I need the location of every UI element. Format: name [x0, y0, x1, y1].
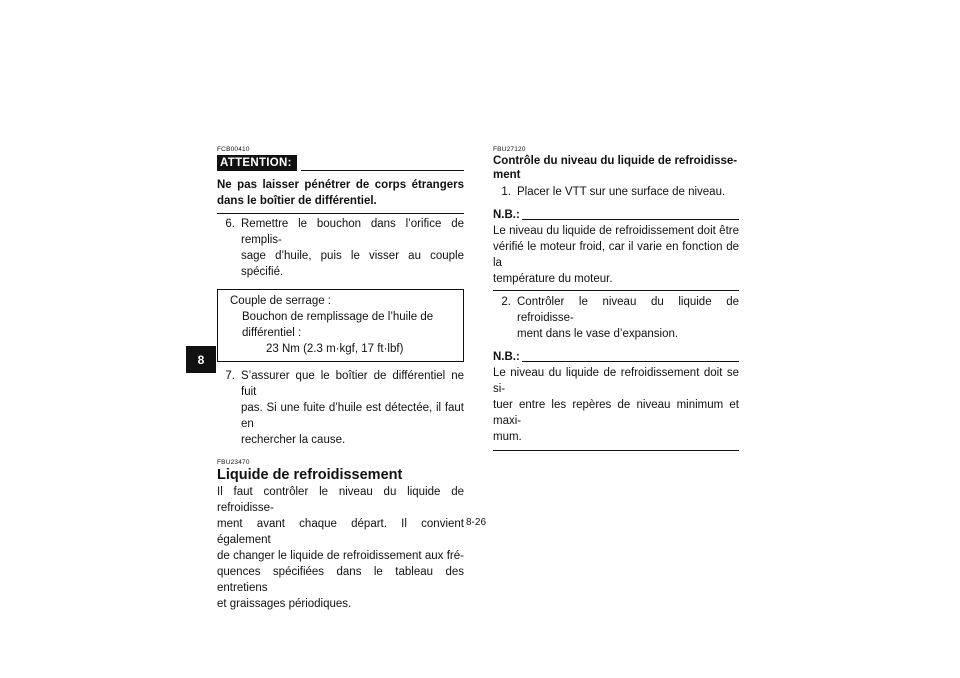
chapter-tab	[186, 346, 216, 373]
step-number: 6.	[225, 218, 235, 230]
page-number: 8-26	[466, 517, 487, 528]
step-line: sage d’huile, puis le visser au couple spécifié.	[241, 250, 464, 278]
section-heading: Liquide de refroidissement	[217, 467, 403, 483]
torque-spec-box	[217, 289, 464, 362]
step-line: Placer le VTT sur une surface de niveau.	[517, 186, 726, 198]
step-line: rechercher la cause.	[241, 434, 346, 446]
note-header	[493, 207, 739, 223]
para-line: quences spécifiées dans le tableau des entretiens	[217, 566, 464, 594]
spec-item: différentiel :	[242, 327, 302, 339]
note-line: mum.	[493, 431, 522, 443]
para-line: ment avant chaque départ. Il convient également	[217, 518, 464, 546]
spec-label: Couple de serrage :	[230, 295, 332, 307]
para-line: de changer le liquide de refroidissement aux fré-	[217, 550, 464, 562]
attention-code: FCB00410	[217, 146, 250, 153]
chapter-tab-number: 8	[197, 352, 205, 367]
step-number: 2.	[501, 296, 511, 308]
para-line: Il faut contrôler le niveau du liquide de refroidisse-	[217, 486, 464, 514]
attention-header	[217, 155, 464, 171]
right-column	[493, 146, 739, 451]
note-line: Le niveau du liquide de refroidissement doit être	[493, 225, 739, 237]
note-label: N.B.:	[493, 209, 520, 221]
step-number: 7.	[225, 370, 235, 382]
heading-line: Contrôle du niveau du liquide de refroidisse-	[493, 155, 738, 167]
left-column	[217, 146, 464, 612]
step-line: Contrôler le niveau du liquide de refroidisse-	[517, 296, 739, 324]
para-line: et graissages périodiques.	[217, 598, 352, 610]
attention-line: Ne pas laisser pénétrer de corps étrangers	[217, 179, 464, 191]
note-text	[493, 223, 739, 287]
step-line: S’assurer que le boîtier de différentiel ne fuit	[241, 370, 464, 398]
spec-item: Bouchon de remplissage de l’huile de	[242, 311, 434, 323]
step-number: 1.	[501, 186, 511, 198]
note-line: vérifié le moteur froid, car il varie en fonction de la	[493, 241, 739, 269]
note-rule	[522, 219, 739, 220]
step-6	[217, 216, 464, 280]
note-label: N.B.:	[493, 351, 520, 363]
step-line: Remettre le bouchon dans l’orifice de remplis-	[241, 218, 464, 246]
step-1	[493, 184, 739, 200]
step-line: pas. Si une fuite d’huile est détectée, il faut en	[241, 402, 464, 430]
attention-line: dans le boîtier de différentiel.	[217, 195, 377, 207]
coolant-intro	[217, 484, 464, 612]
note-end-rule	[493, 450, 739, 451]
attention-rule	[301, 170, 464, 171]
attention-text	[217, 177, 464, 209]
section-code: FBU27120	[493, 146, 526, 153]
attention-end-rule	[217, 213, 464, 214]
section-heading	[493, 154, 739, 182]
step-7	[217, 368, 464, 448]
spec-value: 23 Nm (2.3 m·kgf, 17 ft·lbf)	[266, 343, 404, 355]
step-line: ment dans le vase d’expansion.	[517, 328, 679, 340]
note-line: Le niveau du liquide de refroidissement doit se si-	[493, 367, 739, 395]
note-text	[493, 365, 739, 445]
heading-line: ment	[493, 169, 521, 181]
section-code: FBU23470	[217, 459, 250, 466]
note-header	[493, 349, 739, 365]
note-rule	[522, 361, 739, 362]
note-line: tuer entre les repères de niveau minimum et maxi-	[493, 399, 739, 427]
note-end-rule	[493, 290, 739, 291]
note-line: température du moteur.	[493, 273, 613, 285]
step-2	[493, 294, 739, 342]
attention-badge: ATTENTION:	[217, 155, 297, 171]
